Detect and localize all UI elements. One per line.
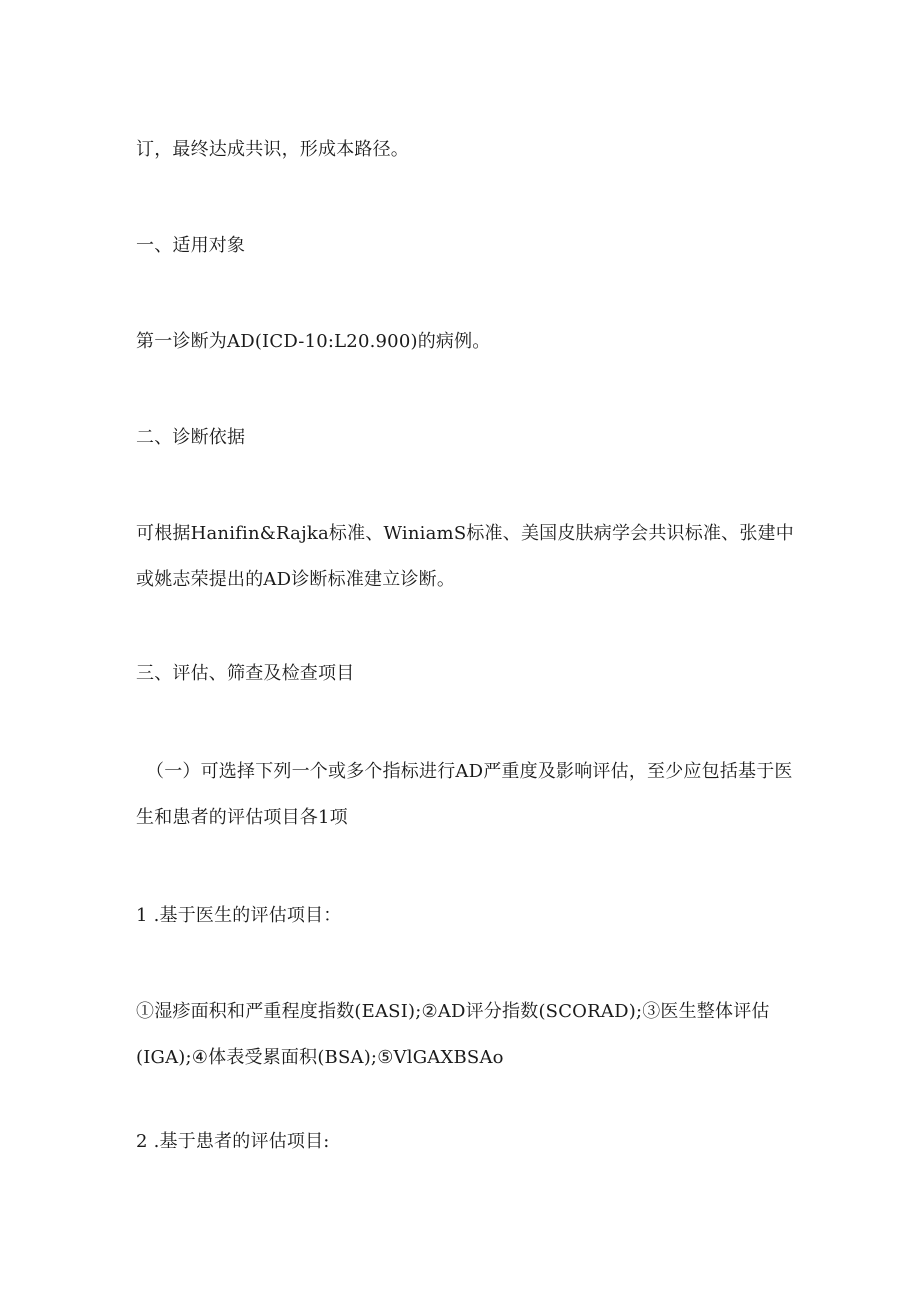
section-heading-diagnostic-basis: 二、诊断依据 [136, 427, 246, 448]
paragraph-physician-indices-line-1: ①湿疹面积和严重程度指数(EASI);②AD评分指数(SCORAD);③医生整体评估 [136, 1001, 770, 1022]
paragraph-physician-indices-line-2: (IGA);④体表受累面积(BSA);⑤VlGAXBSAo [136, 1047, 504, 1068]
paragraph-assessment-indicators-line-2: 生和患者的评估项目各1项 [136, 807, 348, 828]
paragraph-continuation: 订，最终达成共识，形成本路径。 [136, 139, 409, 160]
paragraph-diagnostic-criteria-line-1: 可根据Hanifin&Rajka标准、WiniamS标准、美国皮肤病学会共识标准、张建中 [136, 523, 794, 544]
section-heading-applicable-subjects: 一、适用对象 [136, 235, 246, 256]
section-heading-assessment-items: 三、评估、筛查及检查项目 [136, 663, 355, 684]
paragraph-diagnostic-criteria-line-2: 或姚志荣提出的AD诊断标准建立诊断。 [136, 569, 456, 590]
paragraph-first-diagnosis: 第一诊断为AD(ICD-10:L20.900)的病例。 [136, 331, 491, 352]
list-item-physician-assessment: 1 .基于医生的评估项目： [136, 905, 342, 926]
list-item-patient-assessment: 2 .基于患者的评估项目: [136, 1131, 330, 1152]
paragraph-assessment-indicators-line-1: （一）可选择下列一个或多个指标进行AD严重度及影响评估，至少应包括基于医 [146, 761, 793, 782]
